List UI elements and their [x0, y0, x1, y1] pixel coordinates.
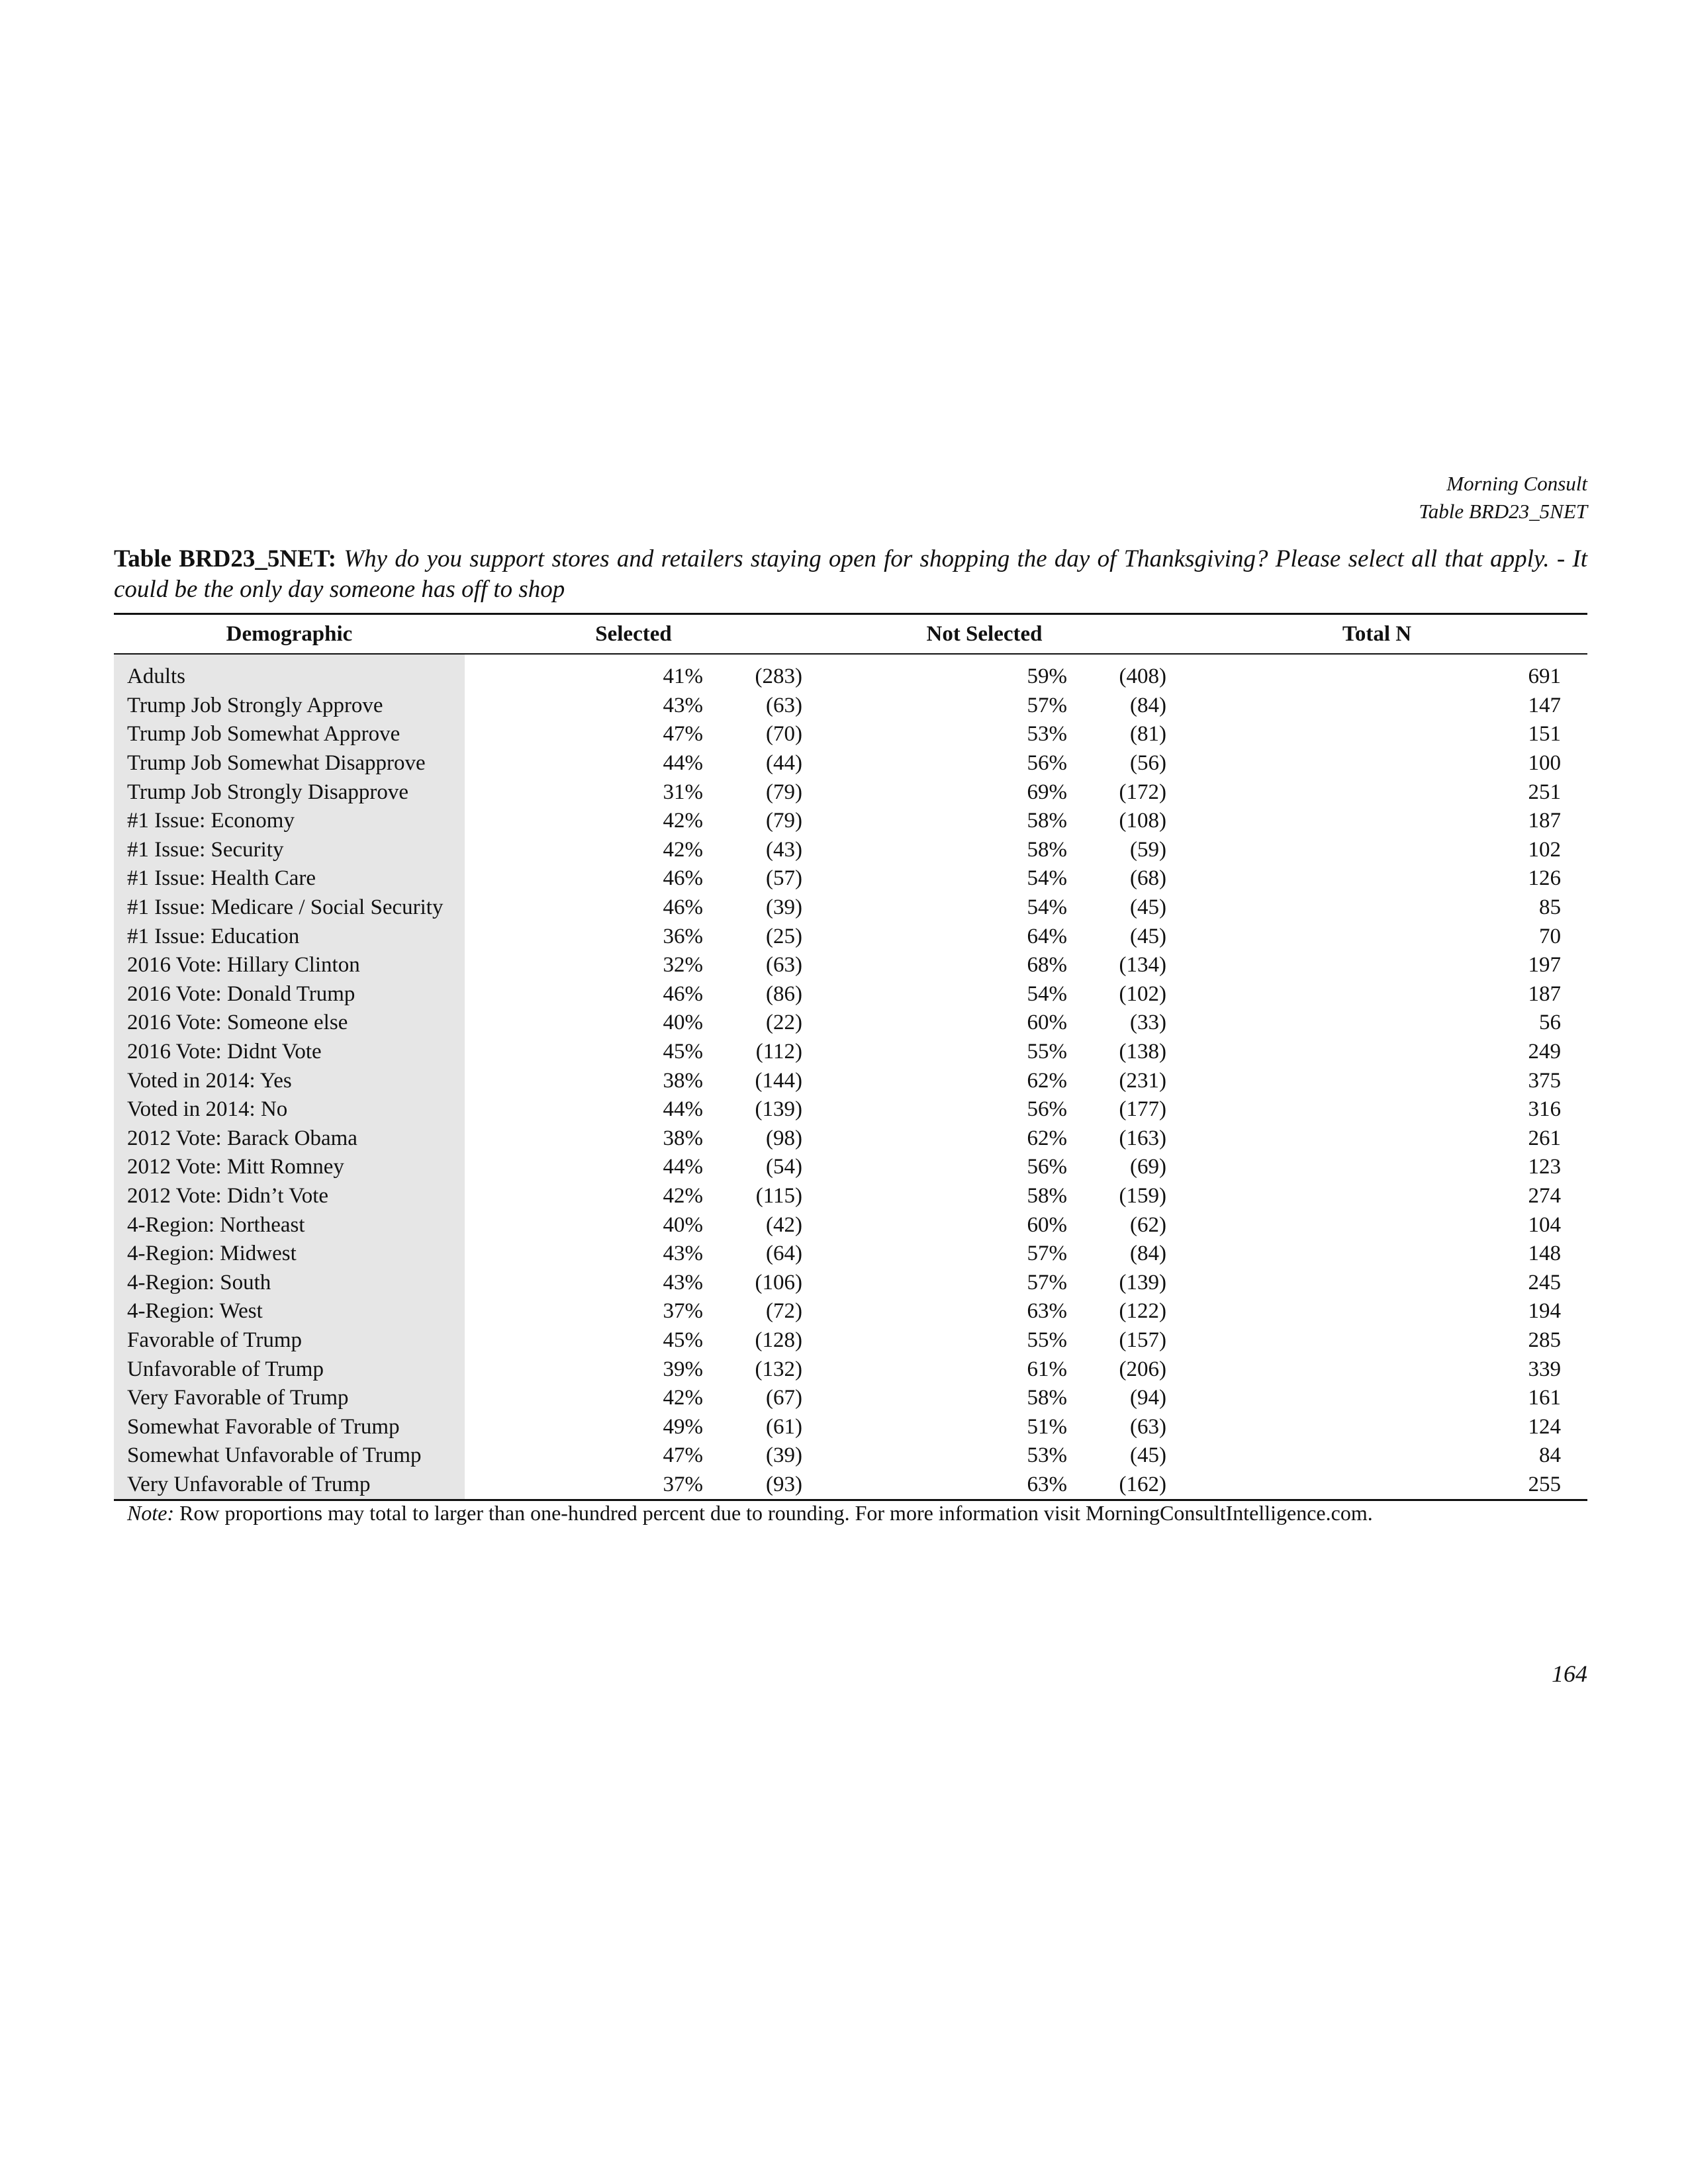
row-label: Voted in 2014: Yes	[114, 1066, 465, 1095]
not-selected-count: (45)	[1130, 895, 1166, 920]
row-label: Very Favorable of Trump	[114, 1384, 465, 1413]
not-selected-percent: 62%	[1027, 1126, 1067, 1150]
selected-count: (25)	[766, 924, 802, 948]
col-selected: Selected	[465, 614, 802, 655]
table-row	[114, 807, 1587, 836]
table-row	[114, 749, 1587, 778]
selected-count: (63)	[766, 953, 802, 978]
row-label: #1 Issue: Economy	[114, 807, 465, 836]
not-selected-count: (102)	[1119, 981, 1166, 1006]
col-total-n: Total N	[1166, 614, 1587, 655]
not-selected-percent: 56%	[1027, 751, 1067, 776]
selected-count: (139)	[755, 1097, 802, 1122]
selected-count: (64)	[766, 1242, 802, 1266]
not-selected-percent: 68%	[1027, 953, 1067, 978]
table-body	[114, 654, 1587, 1500]
total-n: 123	[1528, 1155, 1561, 1179]
table-row	[114, 692, 1587, 721]
selected-percent: 38%	[663, 1068, 703, 1093]
col-not-selected: Not Selected	[802, 614, 1166, 655]
selected-count: (44)	[766, 751, 802, 776]
selected-count: (54)	[766, 1155, 802, 1179]
total-n: 84	[1539, 1443, 1561, 1468]
selected-count: (72)	[766, 1299, 802, 1324]
total-n: 261	[1528, 1126, 1561, 1150]
selected-percent: 46%	[663, 895, 703, 920]
not-selected-percent: 57%	[1027, 693, 1067, 717]
table-row	[114, 1182, 1587, 1211]
selected-percent: 37%	[663, 1299, 703, 1324]
table-row	[114, 893, 1587, 923]
row-label: Somewhat Favorable of Trump	[114, 1412, 465, 1441]
selected-count: (67)	[766, 1386, 802, 1410]
not-selected-percent: 61%	[1027, 1357, 1067, 1381]
selected-count: (112)	[755, 1040, 802, 1064]
selected-count: (115)	[755, 1183, 802, 1208]
not-selected-percent: 69%	[1027, 780, 1067, 804]
selected-count: (61)	[766, 1414, 802, 1439]
row-label: Adults	[114, 654, 465, 692]
table-row	[114, 1297, 1587, 1326]
not-selected-count: (206)	[1119, 1357, 1166, 1381]
table-caption	[114, 544, 1587, 605]
selected-percent: 43%	[663, 693, 703, 717]
table-row	[114, 1412, 1587, 1441]
selected-percent: 44%	[663, 751, 703, 776]
table-row	[114, 1326, 1587, 1355]
selected-percent: 38%	[663, 1126, 703, 1150]
row-label: 2012 Vote: Didn’t Vote	[114, 1182, 465, 1211]
not-selected-count: (59)	[1130, 837, 1166, 862]
not-selected-count: (45)	[1130, 1443, 1166, 1468]
selected-percent: 40%	[663, 1212, 703, 1237]
total-n: 151	[1528, 722, 1561, 747]
selected-count: (86)	[766, 981, 802, 1006]
not-selected-count: (33)	[1130, 1011, 1166, 1035]
row-label: Very Unfavorable of Trump	[114, 1471, 465, 1500]
table-row	[114, 1095, 1587, 1124]
table-header-row	[114, 614, 1587, 655]
selected-count: (57)	[766, 866, 802, 891]
selected-count: (98)	[766, 1126, 802, 1150]
total-n: 147	[1528, 693, 1561, 717]
table-row	[114, 1066, 1587, 1095]
selected-percent: 41%	[663, 664, 703, 689]
selected-percent: 43%	[663, 1242, 703, 1266]
selected-percent: 40%	[663, 1011, 703, 1035]
row-label: Somewhat Unfavorable of Trump	[114, 1441, 465, 1471]
table-row	[114, 778, 1587, 807]
table-row	[114, 1441, 1587, 1471]
total-n: 251	[1528, 780, 1561, 804]
selected-count: (79)	[766, 780, 802, 804]
not-selected-percent: 53%	[1027, 1443, 1067, 1468]
col-demographic: Demographic	[114, 614, 465, 655]
selected-count: (144)	[755, 1068, 802, 1093]
row-label: 4-Region: Northeast	[114, 1210, 465, 1240]
total-n: 56	[1539, 1011, 1561, 1035]
total-n: 316	[1528, 1097, 1561, 1122]
not-selected-count: (138)	[1119, 1040, 1166, 1064]
not-selected-count: (68)	[1130, 866, 1166, 891]
selected-percent: 31%	[663, 780, 703, 804]
row-label: #1 Issue: Health Care	[114, 864, 465, 893]
crosstab-table	[114, 613, 1587, 1501]
total-n: 245	[1528, 1270, 1561, 1295]
selected-percent: 42%	[663, 1386, 703, 1410]
row-label: 2016 Vote: Hillary Clinton	[114, 951, 465, 980]
not-selected-count: (162)	[1067, 1471, 1166, 1500]
not-selected-count: (45)	[1130, 924, 1166, 948]
selected-percent: 36%	[663, 924, 703, 948]
selected-percent: 43%	[663, 1270, 703, 1295]
not-selected-percent: 54%	[1027, 895, 1067, 920]
not-selected-count: (108)	[1119, 809, 1166, 833]
not-selected-percent: 55%	[1027, 1040, 1067, 1064]
not-selected-count: (81)	[1130, 722, 1166, 747]
row-label: #1 Issue: Medicare / Social Security	[114, 893, 465, 923]
row-label: 2012 Vote: Barack Obama	[114, 1124, 465, 1154]
total-n: 124	[1528, 1414, 1561, 1439]
crosstab-table-wrap	[114, 613, 1587, 1501]
not-selected-percent: 53%	[1027, 722, 1067, 747]
total-n: 100	[1528, 751, 1561, 776]
total-n: 339	[1528, 1357, 1561, 1381]
selected-percent: 42%	[663, 837, 703, 862]
selected-count: (42)	[766, 1212, 802, 1237]
total-n: 85	[1539, 895, 1561, 920]
selected-count: (63)	[766, 693, 802, 717]
not-selected-percent: 59%	[1027, 664, 1067, 689]
not-selected-count: (134)	[1119, 953, 1166, 978]
table-row	[114, 1384, 1587, 1413]
table-row	[114, 1210, 1587, 1240]
not-selected-percent: 64%	[1027, 924, 1067, 948]
selected-percent: 45%	[663, 1040, 703, 1064]
total-n: 194	[1528, 1299, 1561, 1324]
not-selected-count: (122)	[1119, 1299, 1166, 1324]
total-n: 187	[1528, 809, 1561, 833]
not-selected-percent: 63%	[1027, 1299, 1067, 1324]
selected-count: (43)	[766, 837, 802, 862]
row-label: 4-Region: South	[114, 1268, 465, 1297]
not-selected-percent: 58%	[1027, 1386, 1067, 1410]
not-selected-count: (139)	[1119, 1270, 1166, 1295]
table-row	[114, 720, 1587, 749]
total-n: 126	[1528, 866, 1561, 891]
row-label: Trump Job Strongly Approve	[114, 692, 465, 721]
selected-percent: 47%	[663, 722, 703, 747]
selected-count: (79)	[766, 809, 802, 833]
total-n: 187	[1528, 981, 1561, 1006]
selected-count: (70)	[766, 722, 802, 747]
org-name: Morning Consult	[1446, 472, 1587, 495]
not-selected-count: (172)	[1119, 780, 1166, 804]
selected-percent: 47%	[663, 1443, 703, 1468]
row-label: 4-Region: West	[114, 1297, 465, 1326]
selected-percent: 44%	[663, 1155, 703, 1179]
not-selected-percent: 54%	[1027, 866, 1067, 891]
not-selected-percent: 57%	[1027, 1270, 1067, 1295]
table-row	[114, 1240, 1587, 1269]
caption-question: Why do you support stores and retailers staying open for shopping the day of Thanksgiving? Please select all that apply. - It could be the only day someone has off to shop	[114, 545, 1588, 603]
total-n: 285	[1528, 1328, 1561, 1352]
not-selected-count: (177)	[1119, 1097, 1166, 1122]
selected-percent: 37%	[465, 1471, 703, 1500]
page-header	[1419, 470, 1587, 525]
table-row	[114, 922, 1587, 951]
not-selected-percent: 62%	[1027, 1068, 1067, 1093]
selected-count: (22)	[766, 1011, 802, 1035]
row-label: 4-Region: Midwest	[114, 1240, 465, 1269]
row-label: 2016 Vote: Someone else	[114, 1009, 465, 1038]
table-row	[114, 654, 1587, 692]
not-selected-count: (231)	[1119, 1068, 1166, 1093]
selected-count: (283)	[755, 664, 802, 689]
total-n: 102	[1528, 837, 1561, 862]
row-label: 2016 Vote: Donald Trump	[114, 980, 465, 1009]
total-n: 691	[1528, 664, 1561, 689]
row-label: #1 Issue: Security	[114, 836, 465, 865]
selected-percent: 44%	[663, 1097, 703, 1122]
not-selected-count: (56)	[1130, 751, 1166, 776]
total-n: 255	[1166, 1471, 1587, 1500]
not-selected-count: (69)	[1130, 1155, 1166, 1179]
total-n: 70	[1539, 924, 1561, 948]
not-selected-count: (408)	[1119, 664, 1166, 689]
table-row	[114, 1355, 1587, 1384]
selected-percent: 49%	[663, 1414, 703, 1439]
table-row	[114, 980, 1587, 1009]
table-row	[114, 1153, 1587, 1182]
not-selected-count: (84)	[1130, 693, 1166, 717]
not-selected-count: (62)	[1130, 1212, 1166, 1237]
not-selected-count: (159)	[1119, 1183, 1166, 1208]
table-row	[114, 1268, 1587, 1297]
row-label: Trump Job Somewhat Approve	[114, 720, 465, 749]
not-selected-percent: 58%	[1027, 809, 1067, 833]
row-label: 2016 Vote: Didnt Vote	[114, 1038, 465, 1067]
row-label: Voted in 2014: No	[114, 1095, 465, 1124]
note-text: Row proportions may total to larger than one-hundred percent due to rounding. For more information visit MorningConsultIntelligence.com.	[179, 1501, 1373, 1525]
not-selected-percent: 54%	[1027, 981, 1067, 1006]
total-n: 249	[1528, 1040, 1561, 1064]
not-selected-percent: 63%	[802, 1471, 1067, 1500]
total-n: 197	[1528, 953, 1561, 978]
selected-percent: 42%	[663, 1183, 703, 1208]
selected-percent: 46%	[663, 866, 703, 891]
not-selected-percent: 58%	[1027, 1183, 1067, 1208]
row-label: Trump Job Strongly Disapprove	[114, 778, 465, 807]
row-label: Favorable of Trump	[114, 1326, 465, 1355]
not-selected-count: (63)	[1130, 1414, 1166, 1439]
not-selected-count: (163)	[1119, 1126, 1166, 1150]
selected-count: (132)	[755, 1357, 802, 1381]
table-id: Table BRD23_5NET	[1419, 500, 1587, 523]
row-label: #1 Issue: Education	[114, 922, 465, 951]
not-selected-count: (94)	[1130, 1386, 1166, 1410]
selected-count: (39)	[766, 1443, 802, 1468]
selected-percent: 39%	[663, 1357, 703, 1381]
selected-count: (106)	[755, 1270, 802, 1295]
not-selected-percent: 58%	[1027, 837, 1067, 862]
selected-count: (128)	[755, 1328, 802, 1352]
not-selected-percent: 60%	[1027, 1011, 1067, 1035]
caption-lead: Table BRD23_5NET:	[114, 545, 337, 572]
not-selected-percent: 57%	[1027, 1242, 1067, 1266]
total-n: 161	[1528, 1386, 1561, 1410]
note-label: Note:	[127, 1501, 175, 1525]
not-selected-count: (84)	[1130, 1242, 1166, 1266]
selected-percent: 32%	[663, 953, 703, 978]
not-selected-percent: 51%	[1027, 1414, 1067, 1439]
table-note	[127, 1501, 1373, 1525]
row-label: Unfavorable of Trump	[114, 1355, 465, 1384]
not-selected-count: (157)	[1119, 1328, 1166, 1352]
not-selected-percent: 60%	[1027, 1212, 1067, 1237]
row-label: Trump Job Somewhat Disapprove	[114, 749, 465, 778]
not-selected-percent: 56%	[1027, 1155, 1067, 1179]
table-row	[114, 836, 1587, 865]
not-selected-percent: 55%	[1027, 1328, 1067, 1352]
page-number: 164	[1552, 1661, 1587, 1687]
total-n: 375	[1528, 1068, 1561, 1093]
row-label: 2012 Vote: Mitt Romney	[114, 1153, 465, 1182]
total-n: 274	[1528, 1183, 1561, 1208]
table-row	[114, 951, 1587, 980]
selected-percent: 46%	[663, 981, 703, 1006]
selected-percent: 45%	[663, 1328, 703, 1352]
selected-count: (39)	[766, 895, 802, 920]
table-row	[114, 1009, 1587, 1038]
total-n: 148	[1528, 1242, 1561, 1266]
selected-percent: 42%	[663, 809, 703, 833]
table-row	[114, 1038, 1587, 1067]
selected-count: (93)	[703, 1471, 802, 1500]
table-row	[114, 1124, 1587, 1154]
total-n: 104	[1528, 1212, 1561, 1237]
not-selected-percent: 56%	[1027, 1097, 1067, 1122]
table-row	[114, 1471, 1587, 1500]
table-row	[114, 864, 1587, 893]
